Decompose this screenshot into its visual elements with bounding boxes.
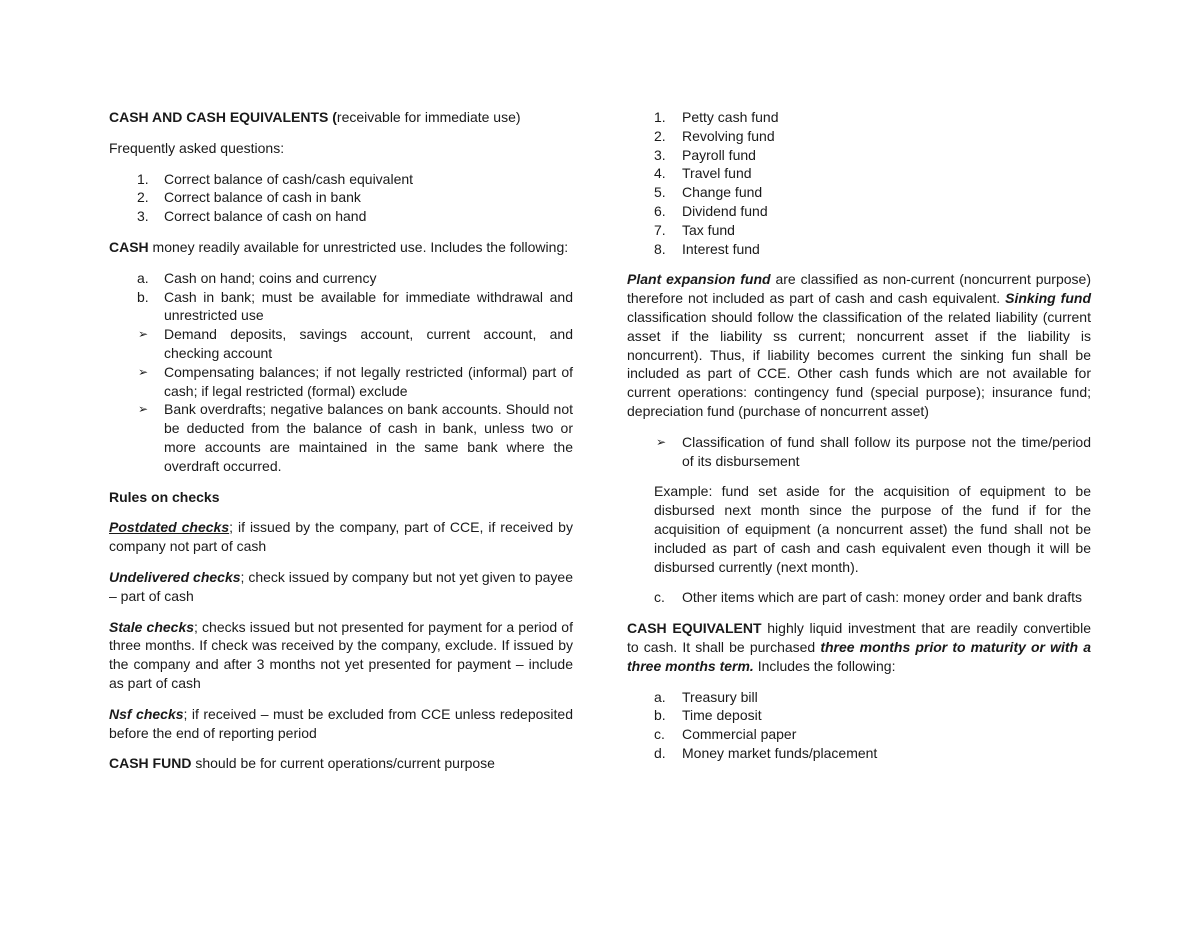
- example-paragraph: Example: fund set aside for the acquisition of equipment to be disbursed next month since the purpose of the fund if for the acquisition of equipment (a noncurrent asset) the fund shall not be included as part of cash and cash equivalent even though it will be disbursed currently (next month).: [654, 483, 1091, 575]
- list-item: 3. Payroll fund: [654, 146, 756, 163]
- rule-undelivered: Undelivered checks; check issued by company but not yet given to payee – part of cash: [109, 568, 573, 604]
- plant-sinking-paragraph: Plant expansion fund are classified as non-current (noncurrent purpose) therefore not included as part of cash and cash equivalent. Sinking fund classification should follow the classification of the related liability (current asset if the liability ss current; noncurrent asset if the liability is noncurrent). Thus, if liability becomes current the sinking fun shall be included as part of CCE. Other cash funds which are not available for current operations: contingency fund (special purpose); insurance fund; depreciation fund (purchase of noncurrent asset): [627, 271, 1092, 419]
- list-item: 2. Revolving fund: [654, 127, 775, 144]
- rule-stale: Stale checks; checks issued but not presented for payment for a period of three months. If check was received by the company, exclude. If issued by the company and after 3 months not yet presented for payment – include as part of cash: [109, 618, 573, 691]
- arrow-bullet-icon: ➢: [138, 364, 149, 379]
- list-item: ➢ Bank overdrafts; negative balances on bank accounts. Should not be deducted from the balance of cash in bank, unless two or more accounts are maintained in the same bank where the overdraft occurred.: [138, 401, 573, 474]
- list-item: a. Cash on hand; coins and currency: [137, 269, 377, 286]
- arrow-bullet-icon: ➢: [656, 434, 667, 449]
- list-item: 2. Correct balance of cash in bank: [137, 189, 361, 206]
- list-item: d. Money market funds/placement: [654, 744, 878, 761]
- list-item: 1. Petty cash fund: [654, 109, 779, 125]
- arrow-bullet-icon: ➢: [138, 327, 149, 342]
- faq-heading: Frequently asked questions:: [109, 139, 285, 156]
- list-item: ➢ Compensating balances; if not legally restricted (informal) part of cash; if legal restricted (formal) exclude: [138, 363, 573, 399]
- cash-fund-definition: CASH FUND should be for current operations/current purpose: [109, 755, 495, 772]
- list-item: a. Treasury bill: [654, 688, 758, 705]
- left-column: [109, 108, 573, 773]
- list-item: 4. Travel fund: [654, 165, 752, 182]
- list-item: c. Other items which are part of cash: money order and bank drafts: [654, 589, 1082, 606]
- list-item: 8. Interest fund: [654, 240, 760, 257]
- arrow-bullet-icon: ➢: [138, 402, 149, 417]
- right-column: [627, 108, 1091, 763]
- list-item: ➢ Classification of fund shall follow its purpose not the time/period of its disbursement: [656, 433, 1091, 469]
- other-items-list: [627, 588, 1091, 607]
- list-item: b. Time deposit: [654, 707, 762, 724]
- list-item: 6. Dividend fund: [654, 202, 768, 219]
- rules-heading: Rules on checks: [109, 488, 220, 505]
- cash-definition: CASH money readily available for unrestricted use. Includes the following:: [109, 238, 569, 255]
- rule-nsf: Nsf checks; if received – must be excluded from CCE unless redeposited before the end of reporting period: [109, 705, 573, 741]
- list-item: 5. Change fund: [654, 184, 763, 201]
- section-title: CASH AND CASH EQUIVALENTS (receivable for immediate use): [109, 109, 521, 125]
- list-item: 7. Tax fund: [654, 221, 735, 238]
- cash-equivalent-list: [627, 688, 1091, 763]
- cash-equivalent-definition: CASH EQUIVALENT highly liquid investment that are readily convertible to cash. It shall be purchased three months prior to maturity or with a three months term. Includes the following:: [627, 620, 1091, 674]
- rule-postdated: Postdated checks; if issued by the company, part of CCE, if received by company not part of cash: [109, 519, 573, 555]
- list-item: 3. Correct balance of cash on hand: [137, 208, 367, 225]
- list-item: c. Commercial paper: [654, 726, 797, 743]
- faq-list: [109, 170, 573, 226]
- list-item: 1. Correct balance of cash/cash equivalent: [137, 170, 414, 187]
- list-item: ➢ Demand deposits, savings account, current account, and checking account: [138, 326, 573, 361]
- fund-list: [627, 108, 1091, 258]
- list-item: b. Cash in bank; must be available for immediate withdrawal and unrestricted use: [137, 288, 573, 324]
- classification-list: [627, 433, 1091, 471]
- cash-list: [109, 269, 573, 476]
